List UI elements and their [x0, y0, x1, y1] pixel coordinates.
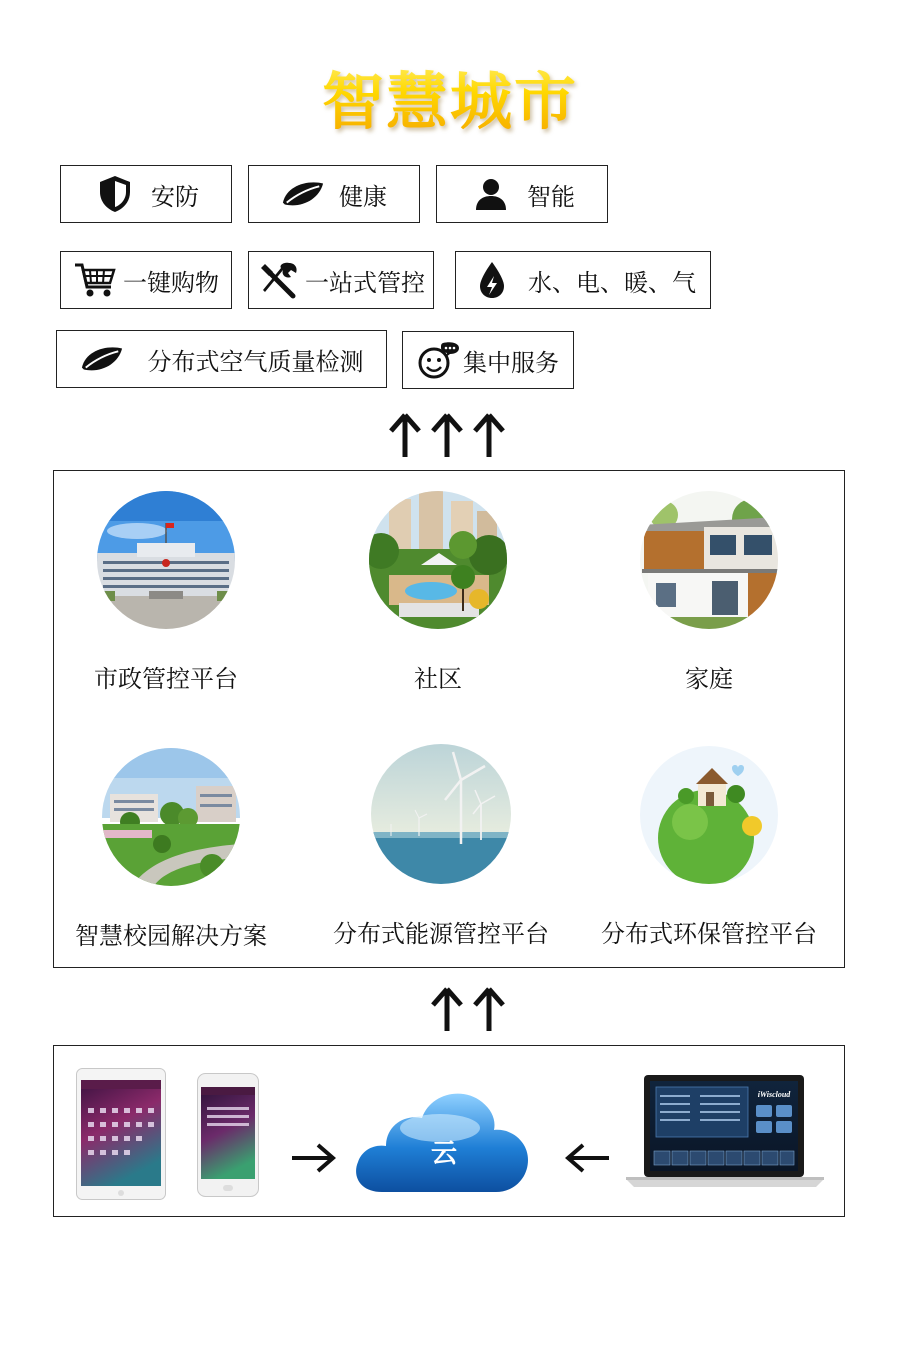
phone-device [197, 1073, 259, 1201]
tablet-device [76, 1068, 166, 1204]
up-arrows-bottom [430, 986, 506, 1032]
up-arrow-icon [472, 412, 506, 458]
green-globe-house-image [640, 746, 778, 884]
up-arrows-top [388, 412, 506, 458]
feature-label: 水、电、暖、气 [528, 268, 696, 297]
feature-air-quality [56, 330, 387, 388]
feature-label: 分布式空气质量检测 [147, 347, 364, 376]
platform-label: 社区 [414, 665, 462, 693]
laptop-brand: iWiscloud [757, 1090, 791, 1099]
government-building-image [97, 491, 235, 629]
feature-smart [436, 165, 608, 223]
platform-campus [61, 748, 281, 951]
feature-label: 集中服务 [463, 348, 559, 377]
leaf-icon [281, 172, 325, 216]
up-arrow-icon [388, 412, 422, 458]
platform-label: 市政管控平台 [94, 665, 238, 693]
wind-turbines-image [371, 744, 511, 884]
feature-label: 健康 [339, 182, 387, 211]
cloud-icon [352, 1076, 532, 1200]
tools-icon [257, 258, 301, 302]
platform-label: 分布式环保管控平台 [601, 920, 817, 948]
cloud-label: 云 [430, 1139, 458, 1169]
up-arrow-icon [430, 986, 464, 1032]
feature-label: 智能 [527, 182, 575, 211]
platform-label: 智慧校园解决方案 [75, 922, 267, 950]
feature-shopping [60, 251, 232, 309]
feature-label: 安防 [151, 182, 199, 211]
feature-one-stop-control [248, 251, 434, 309]
modern-house-image [640, 491, 778, 629]
feature-health [248, 165, 420, 223]
smiley-chat-icon [417, 338, 461, 382]
shopping-cart-icon [73, 258, 117, 302]
page-title: 智慧城市 [0, 52, 900, 141]
platform-home [599, 491, 819, 694]
left-arrow-icon [565, 1142, 611, 1178]
up-arrow-icon [430, 412, 464, 458]
leaf-icon [80, 337, 124, 381]
platform-municipal [56, 491, 276, 694]
platform-energy [331, 744, 551, 949]
feature-security [60, 165, 232, 223]
water-drop-bolt-icon [470, 258, 514, 302]
feature-utilities [455, 251, 711, 309]
feature-central-service [402, 331, 574, 389]
right-arrow-icon [290, 1142, 336, 1178]
platform-community [328, 491, 548, 694]
platform-label: 分布式能源管控平台 [333, 920, 549, 948]
community-park-image [369, 491, 507, 629]
feature-label: 一键购物 [123, 268, 219, 297]
platform-environment [599, 746, 819, 949]
user-icon [469, 172, 513, 216]
campus-image [102, 748, 240, 886]
laptop-device [626, 1073, 824, 1195]
feature-label: 一站式管控 [305, 268, 425, 297]
up-arrow-icon [472, 986, 506, 1032]
platform-label: 家庭 [685, 665, 733, 693]
shield-icon [93, 172, 137, 216]
